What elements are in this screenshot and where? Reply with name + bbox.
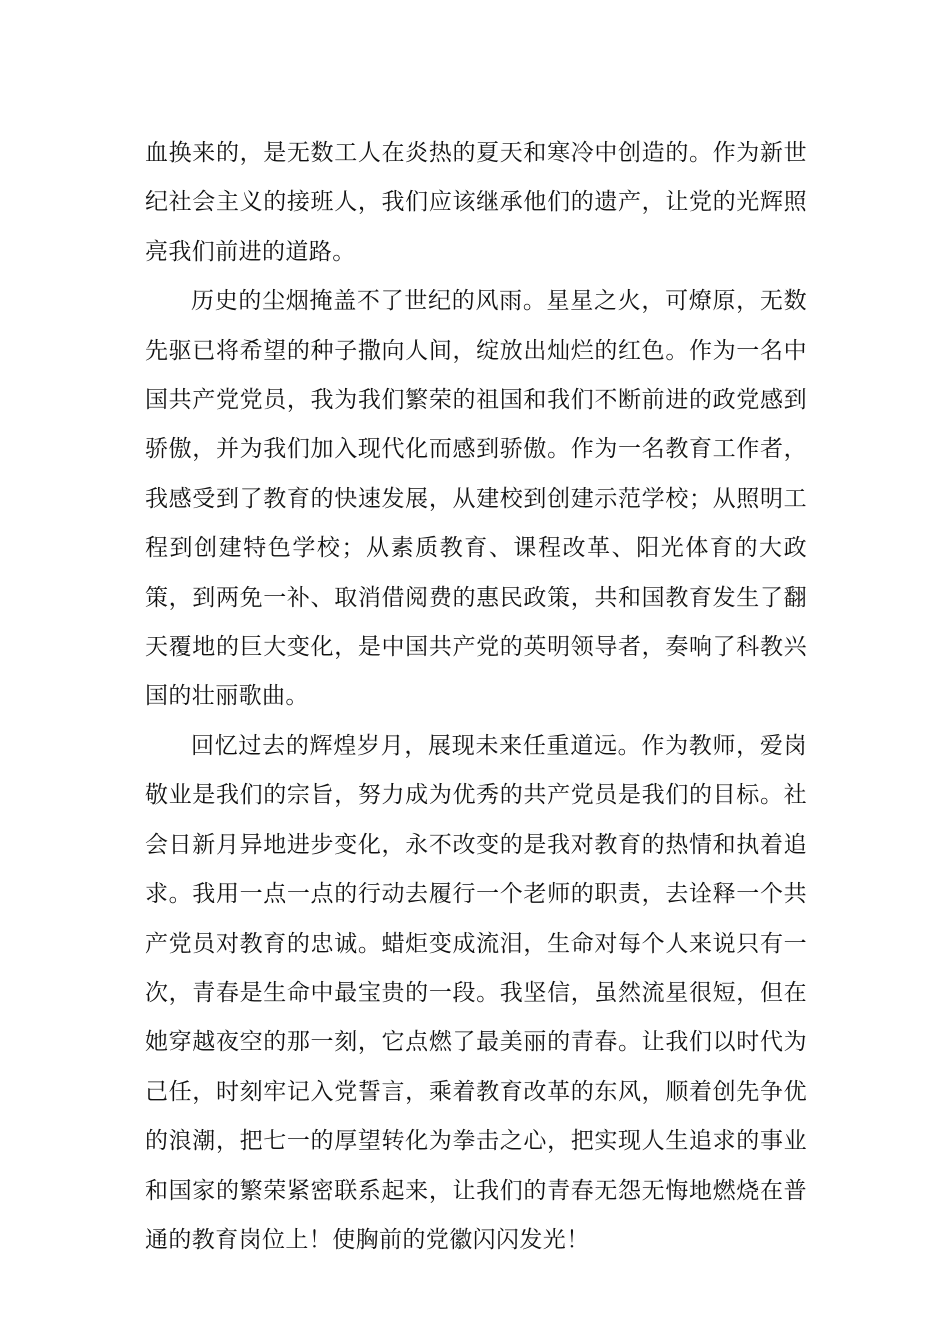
paragraph-continuation: 血换来的，是无数工人在炎热的夏天和寒冷中创造的。作为新世纪社会主义的接班人，我们应该继承他们的遗产，让党的光辉照亮我们前进的道路。	[145, 140, 807, 265]
document-body	[145, 129, 807, 1265]
paragraph-future: 回忆过去的辉煌岁月，展现未来任重道远。作为教师，爱岗敬业是我们的宗旨，努力成为优秀的共产党员是我们的目标。社会日新月异地进步变化，永不改变的是我对教育的热情和执着追求。我用一点一点的行动去履行一个老师的职责，去诠释一个共产党员对教育的忠诚。蜡炬变成流泪，生命对每个人来说只有一次，青春是生命中最宝贵的一段。我坚信，虽然流星很短，但在她穿越夜空的那一刻，它点燃了最美丽的青春。让我们以时代为己任，时刻牢记入党誓言，乘着教育改革的东风，顺着创先争优的浪潮，把七一的厚望转化为拳击之心，把实现人生追求的事业和国家的繁荣紧密联系起来，让我们的青春无怨无悔地燃烧在普通的教育岗位上！使胸前的党徽闪闪发光！	[145, 732, 807, 1253]
paragraph-history: 历史的尘烟掩盖不了世纪的风雨。星星之火，可燎原，无数先驱已将希望的种子撒向人间，绽放出灿烂的红色。作为一名中国共产党党员，我为我们繁荣的祖国和我们不断前进的政党感到骄傲，并为我们加入现代化而感到骄傲。作为一名教育工作者，我感受到了教育的快速发展，从建校到创建示范学校；从照明工程到创建特色学校；从素质教育、课程改革、阳光体育的大政策，到两免一补、取消借阅费的惠民政策，共和国教育发生了翻天覆地的巨大变化，是中国共产党的英明领导者，奏响了科教兴国的壮丽歌曲。	[145, 288, 807, 710]
